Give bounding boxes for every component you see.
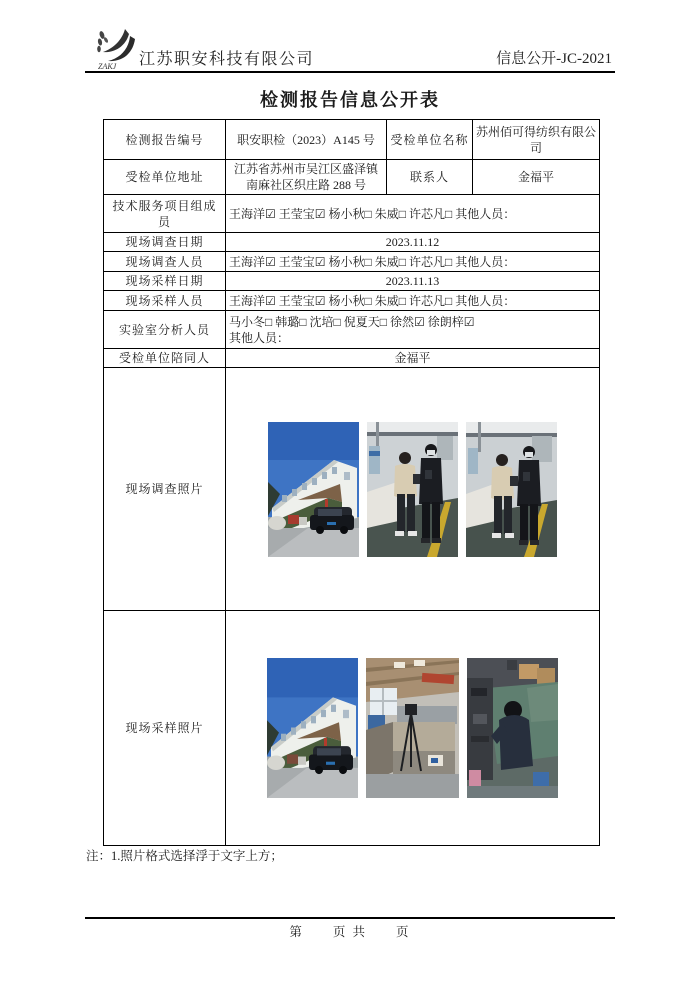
sampling-photos-cell: [226, 611, 600, 846]
sampling-staff-label: 现场采样人员: [104, 291, 226, 311]
sampling-date-label: 现场采样日期: [104, 272, 226, 291]
page-title: 检测报告信息公开表: [260, 90, 440, 110]
factory-exterior-photo: [267, 658, 358, 798]
report-no-label: 检测报告编号: [104, 120, 226, 160]
table-row: [104, 291, 600, 311]
survey-staff-label: 现场调查人员: [104, 252, 226, 272]
table-row: [104, 368, 600, 611]
client-name-value: 苏州佰可得纺织有限公司: [473, 120, 600, 160]
table-row: [104, 233, 600, 252]
sampling-photos-group: [229, 658, 596, 798]
logo-text: ZAKJ: [98, 62, 117, 71]
lab-staff-line2: 其他人员：: [229, 330, 290, 345]
sampling-staff-checklist: 王海洋☑ 王莹宝☑ 杨小秋□ 朱威□ 许芯凡□ 其他人员：: [226, 291, 600, 311]
table-row: [104, 120, 600, 160]
sampling-date-value: 2023.11.13: [226, 272, 600, 291]
table-row: [104, 311, 600, 349]
table-row: [104, 272, 600, 291]
footnote: 注：1.照片格式选择浮于文字上方；: [86, 849, 283, 863]
survey-date-label: 现场调查日期: [104, 233, 226, 252]
workshop-machines-photo: [366, 658, 459, 798]
lab-staff-label: 实验室分析人员: [104, 311, 226, 349]
survey-photos-group: [229, 422, 596, 557]
survey-staff-checklist: 王海洋☑ 王莹宝☑ 杨小秋□ 朱威□ 许芯凡□ 其他人员：: [226, 252, 600, 272]
table-row: [104, 611, 600, 846]
client-address-label: 受检单位地址: [104, 160, 226, 195]
lab-staff-checklist: [226, 311, 600, 349]
contact-label: 联系人: [387, 160, 473, 195]
table-row: [104, 349, 600, 368]
report-no-value: 职安职检（2023）A145 号: [226, 120, 387, 160]
survey-photos-label: 现场调查照片: [104, 368, 226, 611]
project-team-label: 技术服务项目组成员: [104, 195, 226, 233]
survey-date-value: 2023.11.12: [226, 233, 600, 252]
company-logo-icon: [95, 27, 139, 73]
escort-value: 金福平: [226, 349, 600, 368]
sampling-photos-label: 现场采样照片: [104, 611, 226, 846]
page-number: 第 页 共 页: [289, 925, 411, 939]
client-name-label: 受检单位名称: [387, 120, 473, 160]
worker-sampling-photo: [467, 658, 558, 798]
contact-value: 金福平: [473, 160, 600, 195]
lab-staff-line1: 马小冬□ 韩璐□ 沈培□ 倪夏天□ 徐然☑ 徐朗梓☑: [229, 314, 475, 329]
escort-label: 受检单位陪同人: [104, 349, 226, 368]
table-row: [104, 252, 600, 272]
info-table: [103, 119, 600, 846]
workers-inspection-photo-2: [466, 422, 557, 557]
project-team-checklist: 王海洋☑ 王莹宝☑ 杨小秋□ 朱威□ 许芯凡□ 其他人员：: [226, 195, 600, 233]
header-divider: [85, 71, 615, 73]
client-address-value: 江苏省苏州市吴江区盛泽镇南麻社区织庄路 288 号: [226, 160, 387, 195]
footer-divider: [85, 917, 615, 919]
table-row: [104, 160, 600, 195]
table-row: [104, 195, 600, 233]
factory-exterior-photo: [268, 422, 359, 557]
company-name: 江苏职安科技有限公司: [139, 51, 315, 68]
doc-code: 信息公开-JC-2021: [496, 51, 612, 67]
workers-inspection-photo: [367, 422, 458, 557]
survey-photos-cell: [226, 368, 600, 611]
